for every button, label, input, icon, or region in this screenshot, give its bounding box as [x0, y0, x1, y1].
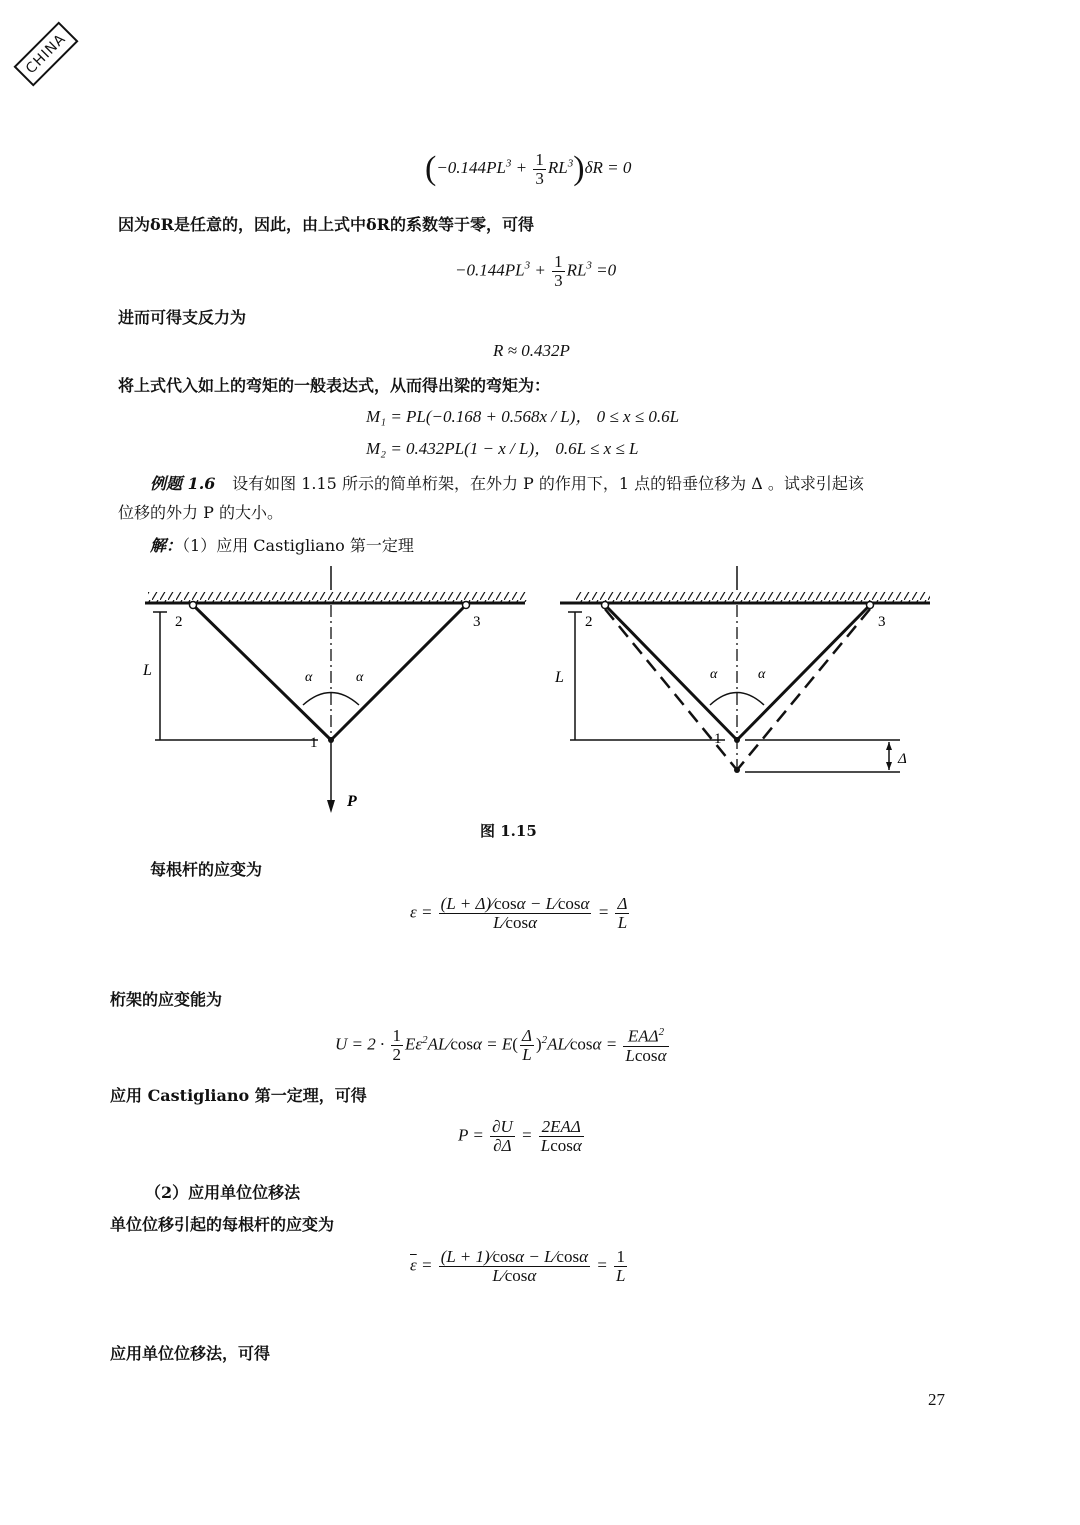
equation-strain: ε = $\frac{(L + \Delta)⁄\cos\alpha - L⁄\cos\alpha}{L⁄\cos\alpha}$ = $\frac{\Delta}{L}$	[410, 894, 628, 932]
pin-3-right	[867, 602, 874, 609]
equation-force-p: P = $\frac{\partial U}{\partial\Delta}$ = $\frac{\text{2EAΔ}}{Lcos\alpha}$	[458, 1117, 582, 1155]
equation-strain-energy: U = 2 · $\frac{1}{2}$ $E\varepsilon^2AL⁄\cos\alpha = E$( $\frac{\Delta}{L}$ )$^2$AL⁄cosα = $\frac{EA\Delta^2}{Lcos\alpha}$	[335, 1026, 667, 1065]
label-L-right: L	[555, 669, 564, 686]
bar-1-3-left	[331, 605, 466, 740]
paragraph-unit-strain: 单位位移引起的每根杆的应变为	[110, 1215, 335, 1234]
label-delta: Δ	[898, 751, 907, 767]
equation-reaction-force: R ≈ 0.432P	[493, 341, 570, 360]
paragraph-moment-intro: 将上式代入如上的弯矩的一般表达式，从而得出梁的弯矩为：	[118, 376, 551, 395]
label-node-1-left: 1	[310, 735, 318, 751]
equation-coefficient-zero: $-0.144PL^3$ + $\frac{1}{3}$ $RL^3 =0$	[455, 252, 617, 290]
label-P: P	[347, 793, 357, 810]
label-alpha-right-2: α	[758, 667, 766, 682]
label-alpha-left-1: α	[305, 670, 313, 685]
equation-unit-strain: $\overline{\varepsilon}$ = $\frac{(L + 1)⁄\cos\alpha - L⁄\cos\alpha}{L⁄\cos\alpha}$ = $\frac{1}{L}$	[410, 1247, 626, 1285]
pin-2-left	[190, 602, 197, 609]
equation-virtual-work: ($-0.144PL^3$ + $\frac{1}{3}$ $RL^3)\delta R = 0$	[425, 149, 632, 188]
label-node-1-right: 1	[714, 731, 722, 747]
ceiling-hatch-right	[575, 592, 930, 602]
example-heading	[150, 471, 864, 494]
deformed-bar-1-3	[737, 609, 870, 770]
paragraph-energy: 桁架的应变能为	[110, 990, 223, 1009]
label-node-2-left: 2	[175, 614, 183, 630]
page-number: 27	[928, 1390, 945, 1409]
label-L-left: L	[143, 662, 152, 679]
equation-moment-1: M₁ = PL(−0.168 + 0.568x / L)， 0 ≤ x ≤ 0.6L	[366, 407, 680, 426]
pin-3-left	[463, 602, 470, 609]
example-text-line-1: 设有如图 1.15 所示的简单桁架，在外力 P 的作用下，1 点的铅垂位移为 Δ 。试求引起该	[232, 474, 864, 493]
pin-1-right	[734, 737, 740, 743]
pin-1-displaced	[734, 767, 740, 773]
solution-label: 解：	[150, 536, 183, 555]
solution-step-1-text: （1）应用 Castigliano 第一定理	[182, 536, 414, 555]
truss-right	[554, 566, 930, 773]
paragraph-reaction: 进而可得支反力为	[118, 308, 247, 327]
label-node-3-left: 3	[473, 614, 481, 630]
load-arrow-head	[327, 800, 335, 813]
paragraph-unit-method: 应用单位位移法，可得	[110, 1344, 271, 1363]
solution-step-1	[150, 533, 414, 556]
solution-step-2: （2）应用单位位移法	[145, 1183, 301, 1202]
figure-caption: 图 1.15	[480, 822, 537, 840]
label-alpha-right-1: α	[710, 667, 718, 682]
equation-moment-2: M₂ = 0.432PL(1 − x / L)， 0.6L ≤ x ≤ L	[366, 439, 639, 458]
paragraph-delta-r: 因为δR是任意的，因此，由上式中δR的系数等于零，可得	[118, 215, 534, 234]
label-alpha-left-2: α	[356, 670, 364, 685]
ceiling-hatch-left	[148, 592, 528, 602]
label-node-2-right: 2	[585, 614, 593, 630]
example-text-line-2: 位移的外力 P 的大小。	[118, 503, 283, 522]
paragraph-strain: 每根杆的应变为	[150, 860, 263, 879]
pin-2-right	[602, 602, 609, 609]
paragraph-castigliano: 应用 Castigliano 第一定理，可得	[110, 1086, 367, 1105]
china-stamp: CHINA	[13, 21, 78, 86]
label-node-3-right: 3	[878, 614, 886, 630]
truss-left	[142, 566, 528, 813]
bar-1-3-right	[737, 605, 870, 740]
example-label: 例题 1.6	[150, 474, 216, 493]
truss-figure	[0, 560, 1080, 820]
